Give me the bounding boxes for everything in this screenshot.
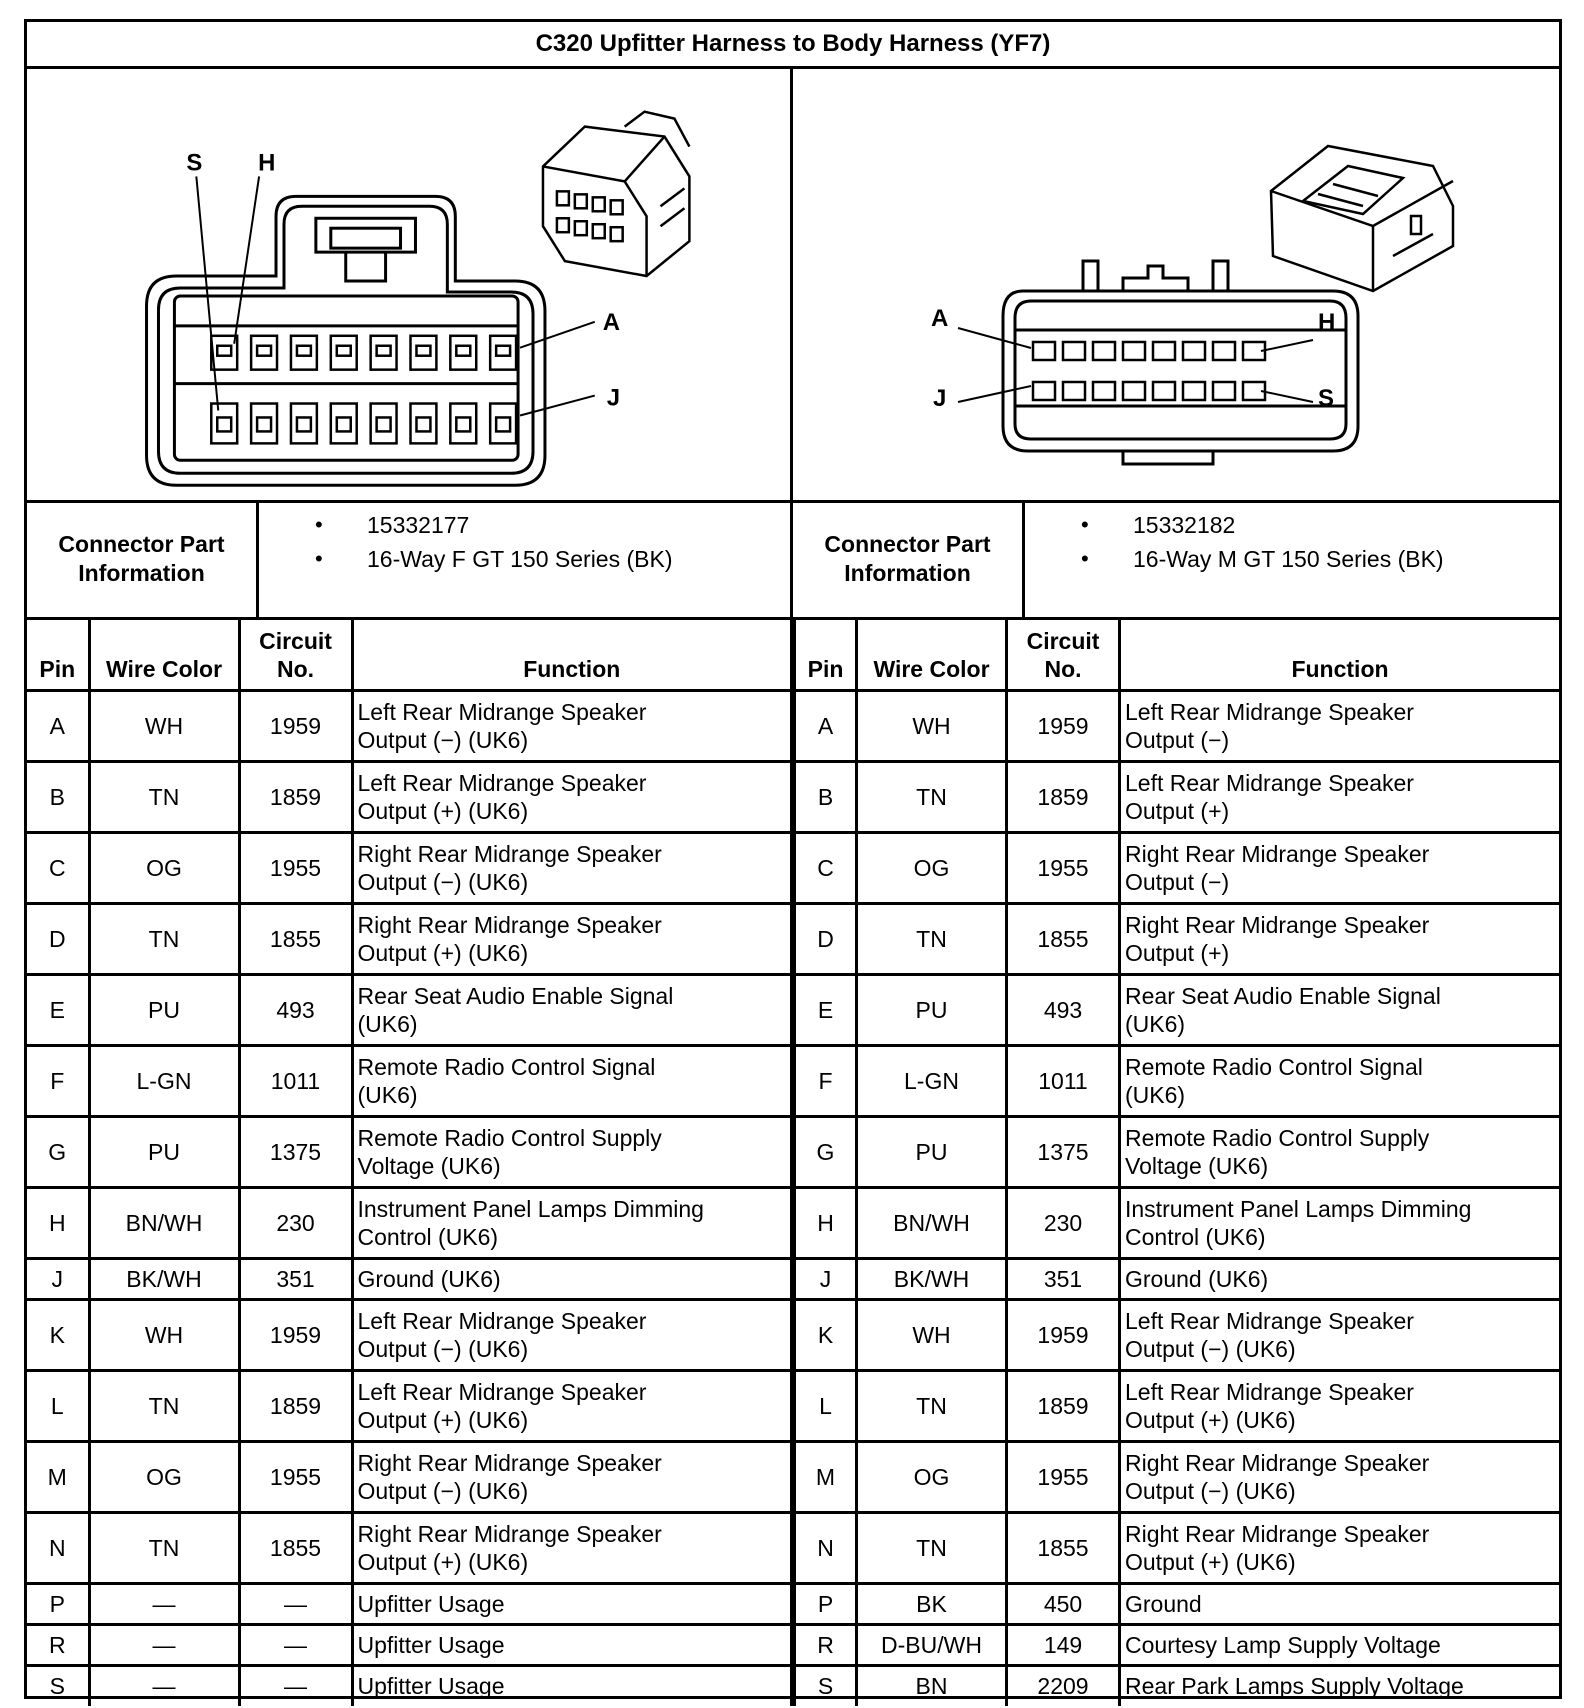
pin-cell: J [27,1258,89,1299]
col-wire-color: Wire Color [857,620,1007,690]
callout-s: S [186,149,203,177]
circuit-cell: 1959 [1007,1299,1120,1370]
table-row [795,1441,1560,1512]
function-line: Right Rear Midrange Speaker [357,1449,662,1476]
function-line: Rear Park Lamps Supply Voltage [1125,1673,1464,1700]
circuit-cell: 1955 [1007,832,1120,903]
left-info-label: Connector Part Information [27,500,259,617]
pin-cell: B [795,761,857,832]
circuit-cell: 149 [1007,1624,1120,1665]
wire-color-cell: — [89,1583,239,1624]
function-cell [352,1299,792,1370]
wire-color-cell: BN/WH [857,1187,1007,1258]
wire-color-cell: PU [857,974,1007,1045]
function-cell [352,1512,792,1583]
function-line: Output (+) [1125,797,1230,824]
wire-color-cell: OG [89,832,239,903]
wire-color-cell: — [89,1665,239,1706]
function-line: Remote Radio Control Supply [357,1124,662,1151]
function-line: Instrument Panel Lamps Dimming [357,1195,704,1222]
circuit-cell: 1011 [1007,1045,1120,1116]
table-row [27,1624,792,1665]
wire-color-cell: TN [89,1512,239,1583]
wire-color-cell: D-BU/WH [857,1624,1007,1665]
table-row [27,761,792,832]
circuit-cell: 1955 [239,1441,352,1512]
pin-cell: G [795,1116,857,1187]
circuit-cell: 1855 [1007,903,1120,974]
wire-color-cell: BK [857,1583,1007,1624]
wire-color-cell: TN [857,1512,1007,1583]
wire-color-cell: TN [89,761,239,832]
table-row [27,1665,792,1706]
function-line: (UK6) [357,1010,418,1037]
right-info-label: Connector Part Information [793,500,1025,617]
function-cell [1120,1045,1560,1116]
function-line: Output (+) (UK6) [357,1406,529,1433]
table-row [27,1045,792,1116]
callout-a: A [602,308,621,336]
function-line: Upfitter Usage [357,1590,505,1617]
function-line: Output (−) (UK6) [1125,1335,1296,1362]
function-line: Voltage (UK6) [357,1152,501,1179]
table-header [795,620,1560,690]
circuit-cell: 493 [239,974,352,1045]
col-circuit: Circuit No. [1007,620,1120,690]
right-part-description: • 16-Way M GT 150 Series (BK) [1025,542,1559,576]
pin-cell: M [27,1441,89,1512]
connector-part-info-row [27,500,1559,620]
table-row [27,1512,792,1583]
function-cell [352,974,792,1045]
callout-s-right: S [1318,385,1335,412]
function-line: Remote Radio Control Signal [357,1053,656,1080]
circuit-cell: 1859 [1007,761,1120,832]
table-row [795,832,1560,903]
col-wire-color: Wire Color [89,620,239,690]
pin-cell: K [27,1299,89,1370]
table-row [795,1045,1560,1116]
callout-j-right: J [933,385,947,412]
circuit-cell: 1011 [239,1045,352,1116]
table-row [795,974,1560,1045]
function-cell [352,832,792,903]
function-line: Left Rear Midrange Speaker [1125,1307,1414,1334]
col-function: Function [1120,620,1560,690]
circuit-cell: 1959 [1007,690,1120,761]
left-info-list [259,500,793,617]
female-connector-face [27,66,790,500]
right-connector-drawing [793,66,1559,500]
wire-color-cell: WH [89,1299,239,1370]
left-pinout-table [27,620,793,1706]
male-connector-face [793,66,1559,500]
table-row [795,1665,1560,1706]
left-connector-drawing [27,66,793,500]
function-cell [352,690,792,761]
circuit-cell: 230 [239,1187,352,1258]
function-cell [352,761,792,832]
wire-color-cell: BK/WH [857,1258,1007,1299]
callout-h: H [258,149,276,177]
table-row [795,1624,1560,1665]
table-row [795,690,1560,761]
function-cell [1120,832,1560,903]
function-cell [352,1116,792,1187]
function-cell [1120,1512,1560,1583]
function-cell [1120,1441,1560,1512]
wire-color-cell: WH [857,690,1007,761]
function-cell [1120,1258,1560,1299]
table-row [27,903,792,974]
function-line: Rear Seat Audio Enable Signal [1125,982,1441,1009]
right-info-list [1025,500,1559,617]
wire-color-cell: PU [857,1116,1007,1187]
table-row [27,974,792,1045]
right-pinout-table [793,620,1559,1706]
function-line: Ground (UK6) [357,1265,501,1292]
wire-color-cell: OG [89,1441,239,1512]
pin-cell: C [795,832,857,903]
wire-color-cell: BK/WH [89,1258,239,1299]
pin-cell: H [795,1187,857,1258]
function-cell [1120,1665,1560,1706]
table-row [795,1299,1560,1370]
function-cell [352,1665,792,1706]
function-cell [1120,761,1560,832]
col-function: Function [352,620,792,690]
circuit-cell: 450 [1007,1583,1120,1624]
circuit-cell: 1855 [239,903,352,974]
function-cell [1120,1583,1560,1624]
wire-color-cell: WH [89,690,239,761]
circuit-cell: — [239,1624,352,1665]
wire-color-cell: BN/WH [89,1187,239,1258]
function-cell [352,1624,792,1665]
circuit-cell: 1955 [1007,1441,1120,1512]
circuit-cell: 1855 [239,1512,352,1583]
function-line: (UK6) [1125,1081,1186,1108]
pin-cell: N [795,1512,857,1583]
function-line: Right Rear Midrange Speaker [357,1520,662,1547]
pin-cell: D [27,903,89,974]
wire-color-cell: TN [857,761,1007,832]
circuit-cell: 1859 [239,1370,352,1441]
wire-color-cell: TN [857,903,1007,974]
pin-cell: G [27,1116,89,1187]
wire-color-cell: OG [857,1441,1007,1512]
function-line: Output (+) [1125,939,1230,966]
wire-color-cell: TN [857,1370,1007,1441]
function-line: Right Rear Midrange Speaker [1125,911,1430,938]
table-row [795,1583,1560,1624]
pin-cell: P [795,1583,857,1624]
table-row [795,1370,1560,1441]
circuit-cell: 1955 [239,832,352,903]
pin-cell: S [795,1665,857,1706]
function-line: Courtesy Lamp Supply Voltage [1125,1631,1441,1658]
function-line: Ground (UK6) [1125,1265,1269,1292]
wire-color-cell: L-GN [857,1045,1007,1116]
pin-cell: F [795,1045,857,1116]
function-line: Output (−) (UK6) [357,726,529,753]
circuit-cell: 1959 [239,1299,352,1370]
circuit-cell: 351 [1007,1258,1120,1299]
function-line: Remote Radio Control Supply [1125,1124,1430,1151]
function-line: Remote Radio Control Signal [1125,1053,1423,1080]
function-cell [1120,1299,1560,1370]
function-cell [1120,690,1560,761]
pin-cell: L [27,1370,89,1441]
function-cell [1120,1116,1560,1187]
wire-color-cell: TN [89,903,239,974]
pin-cell: N [27,1512,89,1583]
function-cell [352,1583,792,1624]
pin-cell: J [795,1258,857,1299]
pin-cell: D [795,903,857,974]
function-line: (UK6) [357,1081,418,1108]
wire-color-cell: PU [89,974,239,1045]
callout-h-right: H [1318,309,1336,336]
table-row [27,1187,792,1258]
wire-color-cell: WH [857,1299,1007,1370]
function-line: Output (−) [1125,726,1230,753]
pin-cell: R [27,1624,89,1665]
pin-cell: B [27,761,89,832]
function-line: Rear Seat Audio Enable Signal [357,982,674,1009]
function-cell [1120,1187,1560,1258]
function-line: Ground [1125,1590,1202,1617]
function-line: Right Rear Midrange Speaker [1125,1449,1430,1476]
function-line: Output (−) (UK6) [357,868,529,895]
circuit-cell: — [239,1665,352,1706]
connector-sheet [24,19,1562,1699]
function-line: Output (+) (UK6) [357,797,529,824]
table-row [795,1512,1560,1583]
table-row [27,1441,792,1512]
pin-cell: E [27,974,89,1045]
function-line: Control (UK6) [1125,1223,1266,1250]
function-line: Left Rear Midrange Speaker [1125,1378,1414,1405]
circuit-cell: 1859 [1007,1370,1120,1441]
pin-cell: E [795,974,857,1045]
page-title: C320 Upfitter Harness to Body Harness (YF7) [27,22,1559,69]
function-line: Output (−) [1125,868,1230,895]
table-row [795,1187,1560,1258]
left-part-description: • 16-Way F GT 150 Series (BK) [259,542,790,576]
pin-cell: S [27,1665,89,1706]
wire-color-cell: — [89,1624,239,1665]
function-line: Upfitter Usage [357,1673,505,1700]
pin-cell: F [27,1045,89,1116]
table-row [795,1258,1560,1299]
function-cell [352,1258,792,1299]
function-cell [1120,974,1560,1045]
function-line: Output (−) (UK6) [1125,1477,1296,1504]
wire-color-cell: TN [89,1370,239,1441]
pin-cell: A [27,690,89,761]
function-cell [352,1187,792,1258]
function-line: Output (+) (UK6) [357,939,529,966]
table-row [795,903,1560,974]
pin-cell: P [27,1583,89,1624]
function-line: Left Rear Midrange Speaker [1125,769,1414,796]
function-cell [352,1045,792,1116]
wire-color-cell: PU [89,1116,239,1187]
callout-a-right: A [931,305,949,332]
pin-cell: M [795,1441,857,1512]
function-cell [1120,1624,1560,1665]
table-row [27,1299,792,1370]
function-line: Voltage (UK6) [1125,1152,1269,1179]
pin-cell: H [27,1187,89,1258]
pin-cell: R [795,1624,857,1665]
function-cell [352,903,792,974]
circuit-cell: — [239,1583,352,1624]
function-line: Instrument Panel Lamps Dimming [1125,1195,1472,1222]
circuit-cell: 1859 [239,761,352,832]
function-line: Output (+) (UK6) [1125,1548,1296,1575]
pin-cell: K [795,1299,857,1370]
function-line: Left Rear Midrange Speaker [357,769,647,796]
function-line: Output (+) (UK6) [1125,1406,1296,1433]
col-pin: Pin [795,620,857,690]
table-row [27,1583,792,1624]
function-cell [1120,1370,1560,1441]
pin-cell: L [795,1370,857,1441]
circuit-cell: 1375 [1007,1116,1120,1187]
left-part-number: • 15332177 [259,508,790,542]
function-cell [352,1370,792,1441]
function-line: Left Rear Midrange Speaker [357,1378,647,1405]
connector-drawings [27,66,1559,503]
function-cell [1120,903,1560,974]
circuit-cell: 1959 [239,690,352,761]
function-line: Right Rear Midrange Speaker [1125,1520,1430,1547]
function-line: Upfitter Usage [357,1631,505,1658]
function-line: Left Rear Midrange Speaker [1125,698,1414,725]
circuit-cell: 493 [1007,974,1120,1045]
table-row [27,1116,792,1187]
table-row [27,1258,792,1299]
table-row [27,1370,792,1441]
col-pin: Pin [27,620,89,690]
table-row [27,690,792,761]
function-line: Output (−) (UK6) [357,1335,529,1362]
function-line: Left Rear Midrange Speaker [357,698,647,725]
function-line: (UK6) [1125,1010,1186,1037]
function-line: Output (−) (UK6) [357,1477,529,1504]
circuit-cell: 351 [239,1258,352,1299]
table-row [27,832,792,903]
function-line: Right Rear Midrange Speaker [1125,840,1430,867]
function-cell [352,1441,792,1512]
circuit-cell: 230 [1007,1187,1120,1258]
circuit-cell: 2209 [1007,1665,1120,1706]
pin-cell: C [27,832,89,903]
table-row [795,761,1560,832]
right-part-number: • 15332182 [1025,508,1559,542]
col-circuit: Circuit No. [239,620,352,690]
wire-color-cell: BN [857,1665,1007,1706]
wire-color-cell: OG [857,832,1007,903]
function-line: Output (+) (UK6) [357,1548,529,1575]
function-line: Right Rear Midrange Speaker [357,840,662,867]
table-header [27,620,792,690]
table-row [795,1116,1560,1187]
function-line: Right Rear Midrange Speaker [357,911,662,938]
wire-color-cell: L-GN [89,1045,239,1116]
function-line: Left Rear Midrange Speaker [357,1307,647,1334]
pin-cell: A [795,690,857,761]
circuit-cell: 1855 [1007,1512,1120,1583]
function-line: Control (UK6) [357,1223,499,1250]
callout-j: J [606,384,621,412]
circuit-cell: 1375 [239,1116,352,1187]
